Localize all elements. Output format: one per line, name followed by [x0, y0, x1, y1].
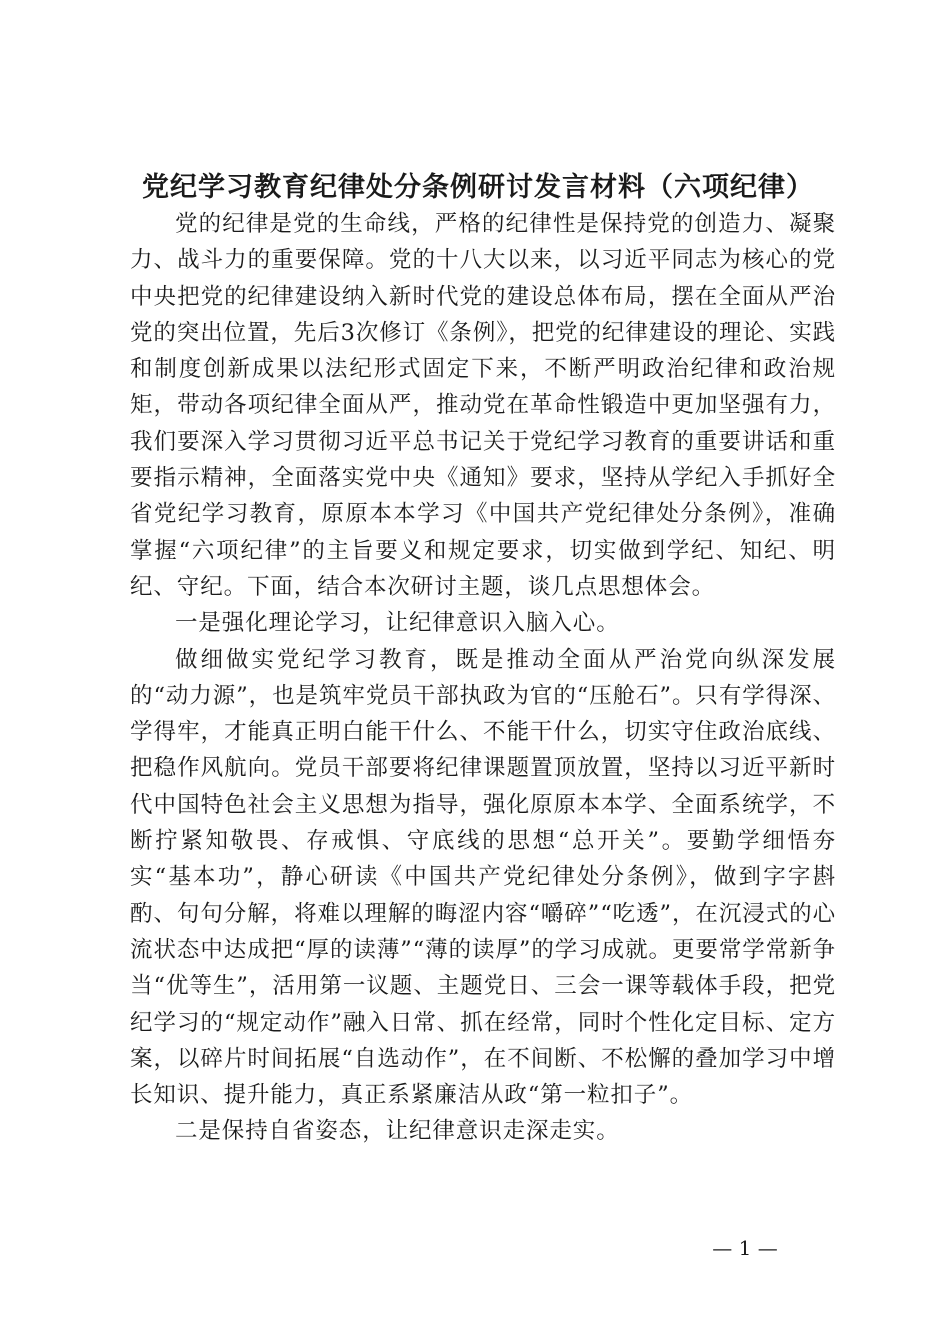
document-body [130, 206, 836, 1150]
document-title: 党纪学习教育纪律处分条例研讨发言材料（六项纪律） [142, 172, 814, 203]
section-heading-2: 二是保持自省姿态，让纪律意识走深走实。 [175, 1118, 620, 1145]
paragraph-section-1: 做细做实党纪学习教育，既是推动全面从严治党向纵深发展的“动力源”，也是筑牢党员干部执政为官的“压舱石”。只有学得深、学得牢，才能真正明白能干什么、不能干什么，切实守住政治底线、把稳作风航向。党员干部要将纪律课题置顶放置，坚持以习近平新时代中国特色社会主义思想为指导，强化原原本本学、全面系统学，不断拧紧知敬畏、存戒惧、守底线的思想“总开关”。要勤学细悟夯实“基本功”，静心研读《中国共产党纪律处分条例》，做到字字斟酌、句句分解，将难以理解的晦涩内容“嚼碎”“吃透”，在沉浸式的心流状态中达成把“厚的读薄”“薄的读厚”的学习成就。更要常学常新争当“优等生”，活用第一议题、主题党日、三会一课等载体手段，把党纪学习的“规定动作”融入日常、抓在经常，同时个性化定目标、定方案，以碎片时间拓展“自选动作”，在不间断、不松懈的叠加学习中增长知识、提升能力，真正系紧廉洁从政“第一粒扣子”。 [130, 646, 836, 1109]
page-number: — 1 — [712, 1236, 778, 1260]
paragraph-intro: 党的纪律是党的生命线，严格的纪律性是保持党的创造力、凝聚力、战斗力的重要保障。党的十八大以来，以习近平同志为核心的党中央把党的纪律建设纳入新时代党的建设总体布局，摆在全面从严治党的突出位置，先后3次修订《条例》，把党的纪律建设的理论、实践和制度创新成果以法纪形式固定下来，不断严明政治纪律和政治规矩，带动各项纪律全面从严，推动党在革命性锻造中更加坚强有力，我们要深入学习贯彻习近平总书记关于党纪学习教育的重要讲话和重要指示精神，全面落实党中央《通知》要求，坚持从学纪入手抓好全省党纪学习教育，原原本本学习《中国共产党纪律处分条例》，准确掌握“六项纪律”的主旨要义和规定要求，切实做到学纪、知纪、明纪、守纪。下面，结合本次研讨主题，谈几点思想体会。 [130, 211, 836, 600]
section-heading-1: 一是强化理论学习，让纪律意识入脑入心。 [175, 610, 620, 637]
